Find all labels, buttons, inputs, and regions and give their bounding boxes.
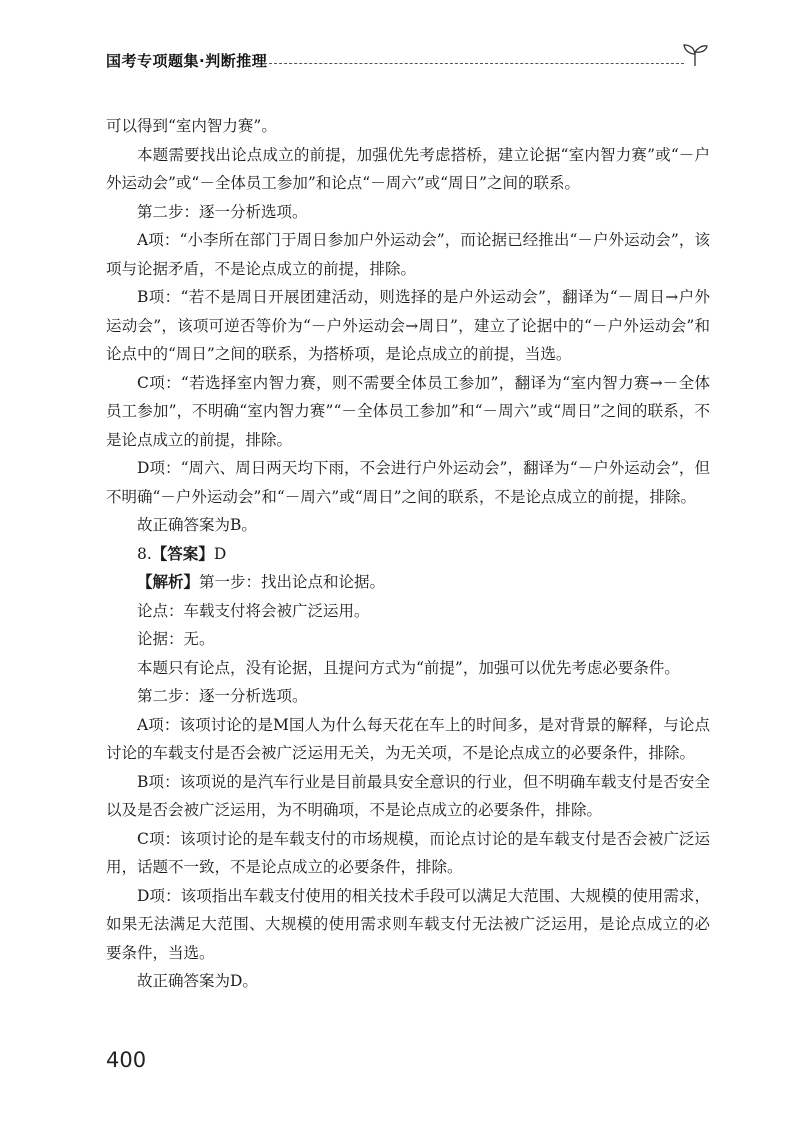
sprout-icon (680, 40, 710, 68)
header-dashed-rule (264, 63, 684, 64)
analysis-tag: 【解析】 (137, 572, 200, 591)
option-b-analysis: B项：“若不是周日开展团建活动，则选择的是户外运动会”，翻译为“－周日→户外运动会”，该项可逆否等价为“－户外运动会→周日”，建立了论据中的“－户外运动会”和论点中的“周日”之间的联系，为搭桥项，是论点成立的前提，当选。 (106, 288, 710, 363)
paragraph: 论点：车载支付将会被广泛运用。 (137, 601, 370, 620)
analysis-line (106, 568, 710, 597)
answer-letter: D (213, 544, 227, 563)
option-c-analysis: C项：该项讨论的是车载支付的市场规模，而论点讨论的是车载支付是否会被广泛运用，话题不一致，不是论点成立的必要条件，排除。 (106, 829, 710, 876)
question-8-answer-line (106, 540, 710, 569)
paragraph: 论据：无。 (137, 630, 215, 648)
question-number: 8. (137, 544, 152, 563)
analysis-text: 第一步：找出论点和论据。 (199, 573, 386, 591)
running-header (106, 46, 710, 72)
paragraph: 本题需要找出论点成立的前提，加强优先考虑搭桥，建立论据“室内智力赛”或“－户外运动会”或“－全体员工参加”和论点“－周六”或“周日”之间的联系。 (106, 145, 710, 192)
answer-conclusion: 故正确答案为B。 (137, 516, 257, 534)
book-title: 国考专项题集·判断推理 (106, 52, 268, 70)
paragraph: 第二步：逐一分析选项。 (137, 687, 308, 705)
answer-conclusion: 故正确答案为D。 (137, 972, 258, 990)
page-number: 400 (106, 1048, 147, 1072)
option-c-analysis: C项：“若选择室内智力赛，则不需要全体员工参加”，翻译为“室内智力赛→－全体员工参加”，不明确“室内智力赛”“－全体员工参加”和“－周六”或“周日”之间的联系，不是论点成立的前提，排除。 (106, 373, 710, 449)
option-d-analysis: D项：该项指出车载支付使用的相关技术手段可以满足大范围、大规模的使用需求，如果无法满足大范围、大规模的使用需求则车载支付无法被广泛运用，是论点成立的必要条件，当选。 (106, 886, 710, 962)
answer-tag: 【答案】 (151, 543, 214, 563)
option-a-analysis: A项：该项讨论的是M国人为什么每天花在车上的时间多，是对背景的解释，与论点讨论的车载支付是否会被广泛运用无关，为无关项，不是论点成立的必要条件，排除。 (106, 715, 710, 762)
option-b-analysis: B项：该项说的是汽车行业是目前最具安全意识的行业，但不明确车载支付是否安全以及是否会被广泛运用，为不明确项，不是论点成立的必要条件，排除。 (106, 772, 710, 819)
page-body (106, 112, 710, 996)
paragraph: 第二步：逐一分析选项。 (137, 202, 308, 221)
option-d-analysis: D项：“周六、周日两天均下雨，不会进行户外运动会”，翻译为“－户外运动会”，但不明确“－户外运动会”和“－周六”或“周日”之间的联系，不是论点成立的前提，排除。 (106, 459, 710, 506)
option-a-analysis: A项：“小李所在部门于周日参加户外运动会”，而论据已经推出“－户外运动会”，该项与论据矛盾，不是论点成立的前提，排除。 (106, 231, 710, 278)
paragraph: 本题只有论点，没有论据，且提问方式为“前提”，加强可以优先考虑必要条件。 (137, 658, 680, 677)
paragraph: 可以得到“室内智力赛”。 (106, 117, 277, 135)
